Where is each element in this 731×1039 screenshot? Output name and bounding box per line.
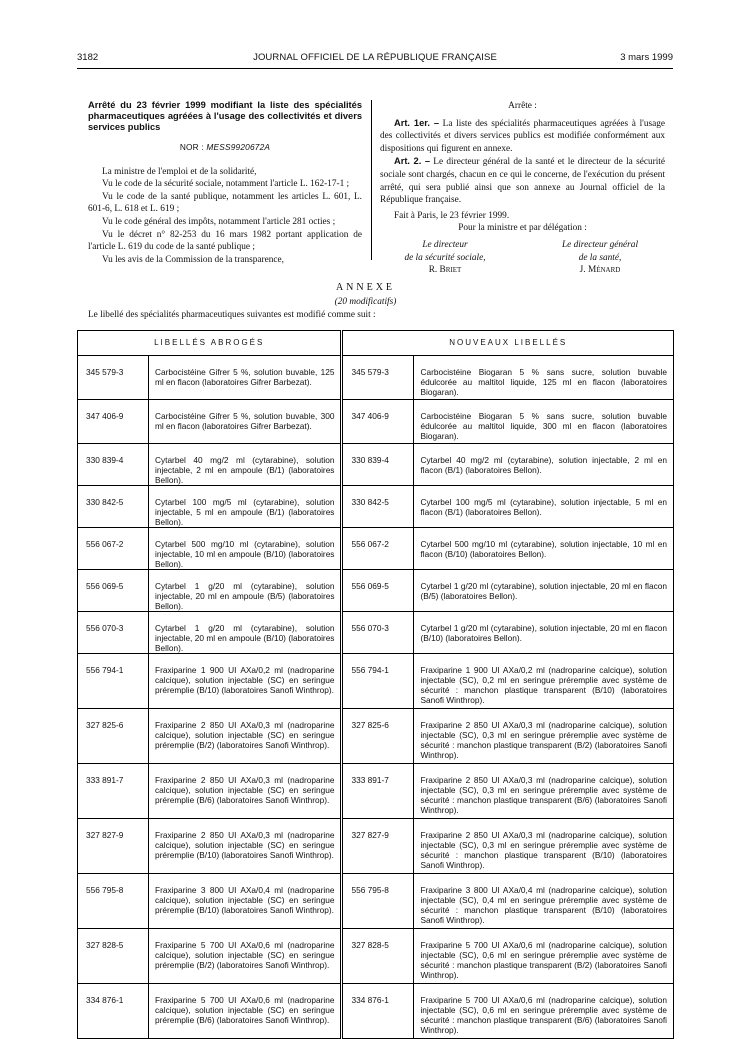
new-label-cell: Fraxiparine 2 850 UI AXa/0,3 ml (nadroparine calcique), solution injectable (SC), 0,3 ml en seringue préremplie avec système de sécurité : manchon plastique transparent (B/6) (laboratoires Sanofi Winthrop).: [414, 764, 674, 819]
new-label-cell: Cytarbel 1 g/20 ml (cytarabine), solution injectable, 20 ml en flacon (B/5) (laboratoires Bellon).: [414, 570, 674, 612]
signature-right: [535, 239, 665, 277]
new-code-cell: 327 828-5: [342, 929, 414, 984]
new-code-cell: 334 876-1: [342, 984, 414, 1039]
old-code-cell: 327 827-9: [78, 819, 149, 874]
old-code-cell: 330 839-4: [78, 444, 149, 486]
old-code-cell: 327 828-5: [78, 929, 149, 984]
signing-place-date: Fait à Paris, le 23 février 1999.: [394, 210, 510, 221]
signature-right-role: Le directeur général: [561, 239, 639, 250]
old-code-cell: 345 579-3: [78, 356, 149, 400]
new-code-cell: 345 579-3: [342, 356, 414, 400]
visa-paragraph: Vu les avis de la Commission de la transparence,: [102, 254, 284, 265]
table-row: [78, 709, 674, 764]
new-code-cell: 556 795-8: [342, 874, 414, 929]
old-label-cell: Carbocistéine Gifrer 5 %, solution buvable, 125 ml en flacon (laboratoires Gifrer Barbezat).: [149, 356, 342, 400]
table-body: [78, 356, 674, 1039]
table-header-row: [78, 331, 674, 356]
new-label-cell: Fraxiparine 5 700 UI AXa/0,6 ml (nadroparine calcique), solution injectable (SC), 0,6 ml en seringue préremplie avec système de sécurité : manchon plastique transparent (B/2) (laboratoires Sanofi Winthrop).: [414, 929, 674, 984]
new-label-cell: Fraxiparine 3 800 UI AXa/0,4 ml (nadroparine calcique), solution injectable (SC), 0,4 ml en seringue préremplie avec système de sécurité : manchon plastique transparent (B/10) (laboratoires Sanofi Winthrop).: [414, 874, 674, 929]
article-1-label: Art. 1er. –: [394, 117, 440, 128]
new-label-cell: Cytarbel 1 g/20 ml (cytarabine), solution injectable, 20 ml en flacon (B/10) (laboratoires Bellon).: [414, 612, 674, 654]
page-header: [77, 52, 673, 66]
new-code-cell: 556 069-5: [342, 570, 414, 612]
table-row: [78, 486, 674, 528]
new-label-cell: Fraxiparine 5 700 UI AXa/0,6 ml (nadroparine calcique), solution injectable (SC), 0,6 ml en seringue préremplie avec système de sécurité : manchon plastique transparent (B/6) (laboratoires Sanofi Winthrop).: [414, 984, 674, 1039]
annexe-title: ANNEXE: [335, 282, 396, 293]
new-code-cell: 556 070-3: [342, 612, 414, 654]
old-code-cell: 333 891-7: [78, 764, 149, 819]
table-row: [78, 570, 674, 612]
table-row: [78, 528, 674, 570]
table-row: [78, 612, 674, 654]
table-row: [78, 984, 674, 1039]
old-code-cell: 556 067-2: [78, 528, 149, 570]
old-code-cell: 556 794-1: [78, 654, 149, 709]
article-1-text: La liste des spécialités pharmaceutiques agréées à l'usage des collectivités et divers services publics est modifiée conformément aux dispositions qui figurent en annexe.: [380, 118, 665, 154]
new-code-cell: 347 406-9: [342, 400, 414, 444]
journal-title: JOURNAL OFFICIEL DE LA RÉPUBLIQUE FRANÇAISE: [253, 52, 497, 63]
delegation-line: Pour la ministre et par délégation :: [458, 223, 587, 234]
arrete-heading: Arrête :: [508, 101, 537, 111]
old-label-cell: Fraxiparine 3 800 UI AXa/0,4 ml (nadroparine calcique), solution injectable (SC) en seringue préremplie (B/10) (laboratoires Sanofi Winthrop).: [149, 874, 342, 929]
new-label-cell: Cytarbel 100 mg/5 ml (cytarabine), solution injectable, 5 ml en flacon (B/1) (laboratoires Bellon).: [414, 486, 674, 528]
old-label-cell: Cytarbel 1 g/20 ml (cytarabine), solution injectable, 20 ml en ampoule (B/5) (laboratoires Bellon).: [149, 570, 342, 612]
right-column: [380, 100, 665, 279]
visa-paragraph: Vu le code de la santé publique, notamment les articles L. 601, L. 601-6, L. 618 et L. 619 ;: [88, 191, 362, 215]
table-row: [78, 654, 674, 709]
new-label-cell: Fraxiparine 2 850 UI AXa/0,3 ml (nadroparine calcique), solution injectable (SC), 0,3 ml en seringue préremplie avec système de sécurité : manchon plastique transparent (B/10) (laboratoires Sanofi Winthrop).: [414, 819, 674, 874]
visa-paragraph: Vu le code de la sécurité sociale, notamment l'article L. 162-17-1 ;: [102, 179, 350, 190]
old-label-cell: Fraxiparine 2 850 UI AXa/0,3 ml (nadroparine calcique), solution injectable (SC) en seringue préremplie (B/6) (laboratoires Sanofi Winthrop).: [149, 764, 342, 819]
article-2: [380, 155, 665, 206]
old-label-cell: Fraxiparine 2 850 UI AXa/0,3 ml (nadroparine calcique), solution injectable (SC) en seringue préremplie (B/10) (laboratoires Sanofi Winthrop).: [149, 819, 342, 874]
old-label-cell: Fraxiparine 1 900 UI AXa/0,2 ml (nadroparine calcique), solution injectable (SC) en seringue préremplie (B/10) (laboratoires Sanofi Winthrop).: [149, 654, 342, 709]
signature-left-name: R. Briet: [428, 265, 462, 276]
new-code-cell: 327 827-9: [342, 819, 414, 874]
new-code-cell: 556 067-2: [342, 528, 414, 570]
new-label-cell: Fraxiparine 1 900 UI AXa/0,2 ml (nadroparine calcique), solution injectable (SC), 0,2 ml en seringue préremplie avec système de sécurité : manchon plastique transparent (B/10) (laboratoires Sanofi Winthrop).: [414, 654, 674, 709]
old-label-cell: Cytarbel 1 g/20 ml (cytarabine), solution injectable, 20 ml en ampoule (B/10) (laboratoires Bellon).: [149, 612, 342, 654]
signature-right-role: de la santé,: [578, 252, 622, 263]
specialites-table: [77, 330, 674, 1039]
signature-left-role: de la sécurité sociale,: [404, 252, 486, 263]
table-row: [78, 444, 674, 486]
nor-reference: [88, 141, 362, 154]
column-header-new: NOUVEAUX LIBELLÉS: [342, 331, 674, 356]
signature-right-name: J. Ménard: [579, 265, 621, 276]
old-code-cell: 327 825-6: [78, 709, 149, 764]
old-label-cell: Fraxiparine 5 700 UI AXa/0,6 ml (nadroparine calcique), solution injectable (SC) en seringue préremplie (B/2) (laboratoires Sanofi Winthrop).: [149, 929, 342, 984]
article-2-label: Art. 2. –: [394, 156, 431, 167]
old-label-cell: Carbocistéine Gifrer 5 %, solution buvable, 300 ml en flacon (laboratoires Gifrer Barbezat).: [149, 400, 342, 444]
signatures: [380, 239, 665, 279]
old-code-cell: 556 070-3: [78, 612, 149, 654]
old-code-cell: 556 069-5: [78, 570, 149, 612]
new-code-cell: 333 891-7: [342, 764, 414, 819]
issue-date: 3 mars 1999: [620, 52, 673, 63]
old-label-cell: Cytarbel 100 mg/5 ml (cytarabine), solution injectable, 5 ml en ampoule (B/1) (laboratoires Bellon).: [149, 486, 342, 528]
new-label-cell: Carbocistéine Biogaran 5 % sans sucre, solution buvable édulcorée au maltitol liquide, 300 ml en flacon (laboratoires Biogaran).: [414, 400, 674, 444]
visa-paragraph: Vu le code général des impôts, notamment l'article 281 octies ;: [102, 216, 336, 227]
new-code-cell: 330 839-4: [342, 444, 414, 486]
decree-title: Arrêté du 23 février 1999 modifiant la liste des spécialités pharmaceutiques agréées à l'usage des collectivités et divers services publics: [88, 100, 362, 132]
new-label-cell: Cytarbel 40 mg/2 ml (cytarabine), solution injectable, 2 ml en flacon (B/1) (laboratoires Bellon).: [414, 444, 674, 486]
table-row: [78, 764, 674, 819]
old-label-cell: Fraxiparine 5 700 UI AXa/0,6 ml (nadroparine calcique), solution injectable (SC) en seringue préremplie (B/6) (laboratoires Sanofi Winthrop).: [149, 984, 342, 1039]
old-code-cell: 347 406-9: [78, 400, 149, 444]
old-label-cell: Cytarbel 40 mg/2 ml (cytarabine), solution injectable, 2 ml en ampoule (B/1) (laboratoires Bellon).: [149, 444, 342, 486]
column-divider: [371, 100, 372, 260]
header-rule: [77, 68, 673, 69]
new-label-cell: Cytarbel 500 mg/10 ml (cytarabine), solution injectable, 10 ml en flacon (B/10) (laboratoires Bellon).: [414, 528, 674, 570]
old-code-cell: 330 842-5: [78, 486, 149, 528]
new-code-cell: 330 842-5: [342, 486, 414, 528]
old-code-cell: 334 876-1: [78, 984, 149, 1039]
nor-value: MESS9920672A: [206, 142, 271, 152]
old-label-cell: Fraxiparine 2 850 UI AXa/0,3 ml (nadroparine calcique), solution injectable (SC) en seringue préremplie (B/2) (laboratoires Sanofi Winthrop).: [149, 709, 342, 764]
column-header-old: LIBELLÉS ABROGÉS: [78, 331, 342, 356]
annexe-subtitle: (20 modificatifs): [334, 297, 397, 307]
visa-paragraph: La ministre de l'emploi et de la solidarité,: [102, 166, 257, 177]
new-code-cell: 327 825-6: [342, 709, 414, 764]
old-code-cell: 556 795-8: [78, 874, 149, 929]
old-label-cell: Cytarbel 500 mg/10 ml (cytarabine), solution injectable, 10 ml en ampoule (B/10) (laboratoires Bellon).: [149, 528, 342, 570]
annexe-intro: Le libellé des spécialités pharmaceutiques suivantes est modifié comme suit :: [88, 310, 376, 320]
left-column: [88, 100, 362, 266]
new-label-cell: Fraxiparine 2 850 UI AXa/0,3 ml (nadroparine calcique), solution injectable (SC), 0,3 ml en seringue préremplie avec système de sécurité : manchon plastique transparent (B/2) (laboratoires Sanofi Winthrop).: [414, 709, 674, 764]
page-number: 3182: [77, 52, 99, 63]
visa-paragraph: Vu le décret n° 82-253 du 16 mars 1982 portant application de l'article L. 619 du code de la santé publique ;: [88, 229, 362, 253]
article-1: [380, 117, 665, 156]
signature-left-role: Le directeur: [422, 239, 468, 250]
table-row: [78, 819, 674, 874]
nor-label: NOR :: [179, 142, 204, 152]
signature-left: [380, 239, 510, 277]
new-code-cell: 556 794-1: [342, 654, 414, 709]
table-row: [78, 356, 674, 400]
table-row: [78, 874, 674, 929]
table-row: [78, 400, 674, 444]
table-row: [78, 929, 674, 984]
article-2-text: Le directeur général de la santé et le directeur de la sécurité sociale sont chargés, chacun en ce qui le concerne, de l'exécution du présent arrêté, qui sera publié ainsi que son annexe au Journal officiel de la République française.: [380, 157, 665, 206]
new-label-cell: Carbocistéine Biogaran 5 % sans sucre, solution buvable édulcorée au maltitol liquide, 125 ml en flacon (laboratoires Biogaran).: [414, 356, 674, 400]
